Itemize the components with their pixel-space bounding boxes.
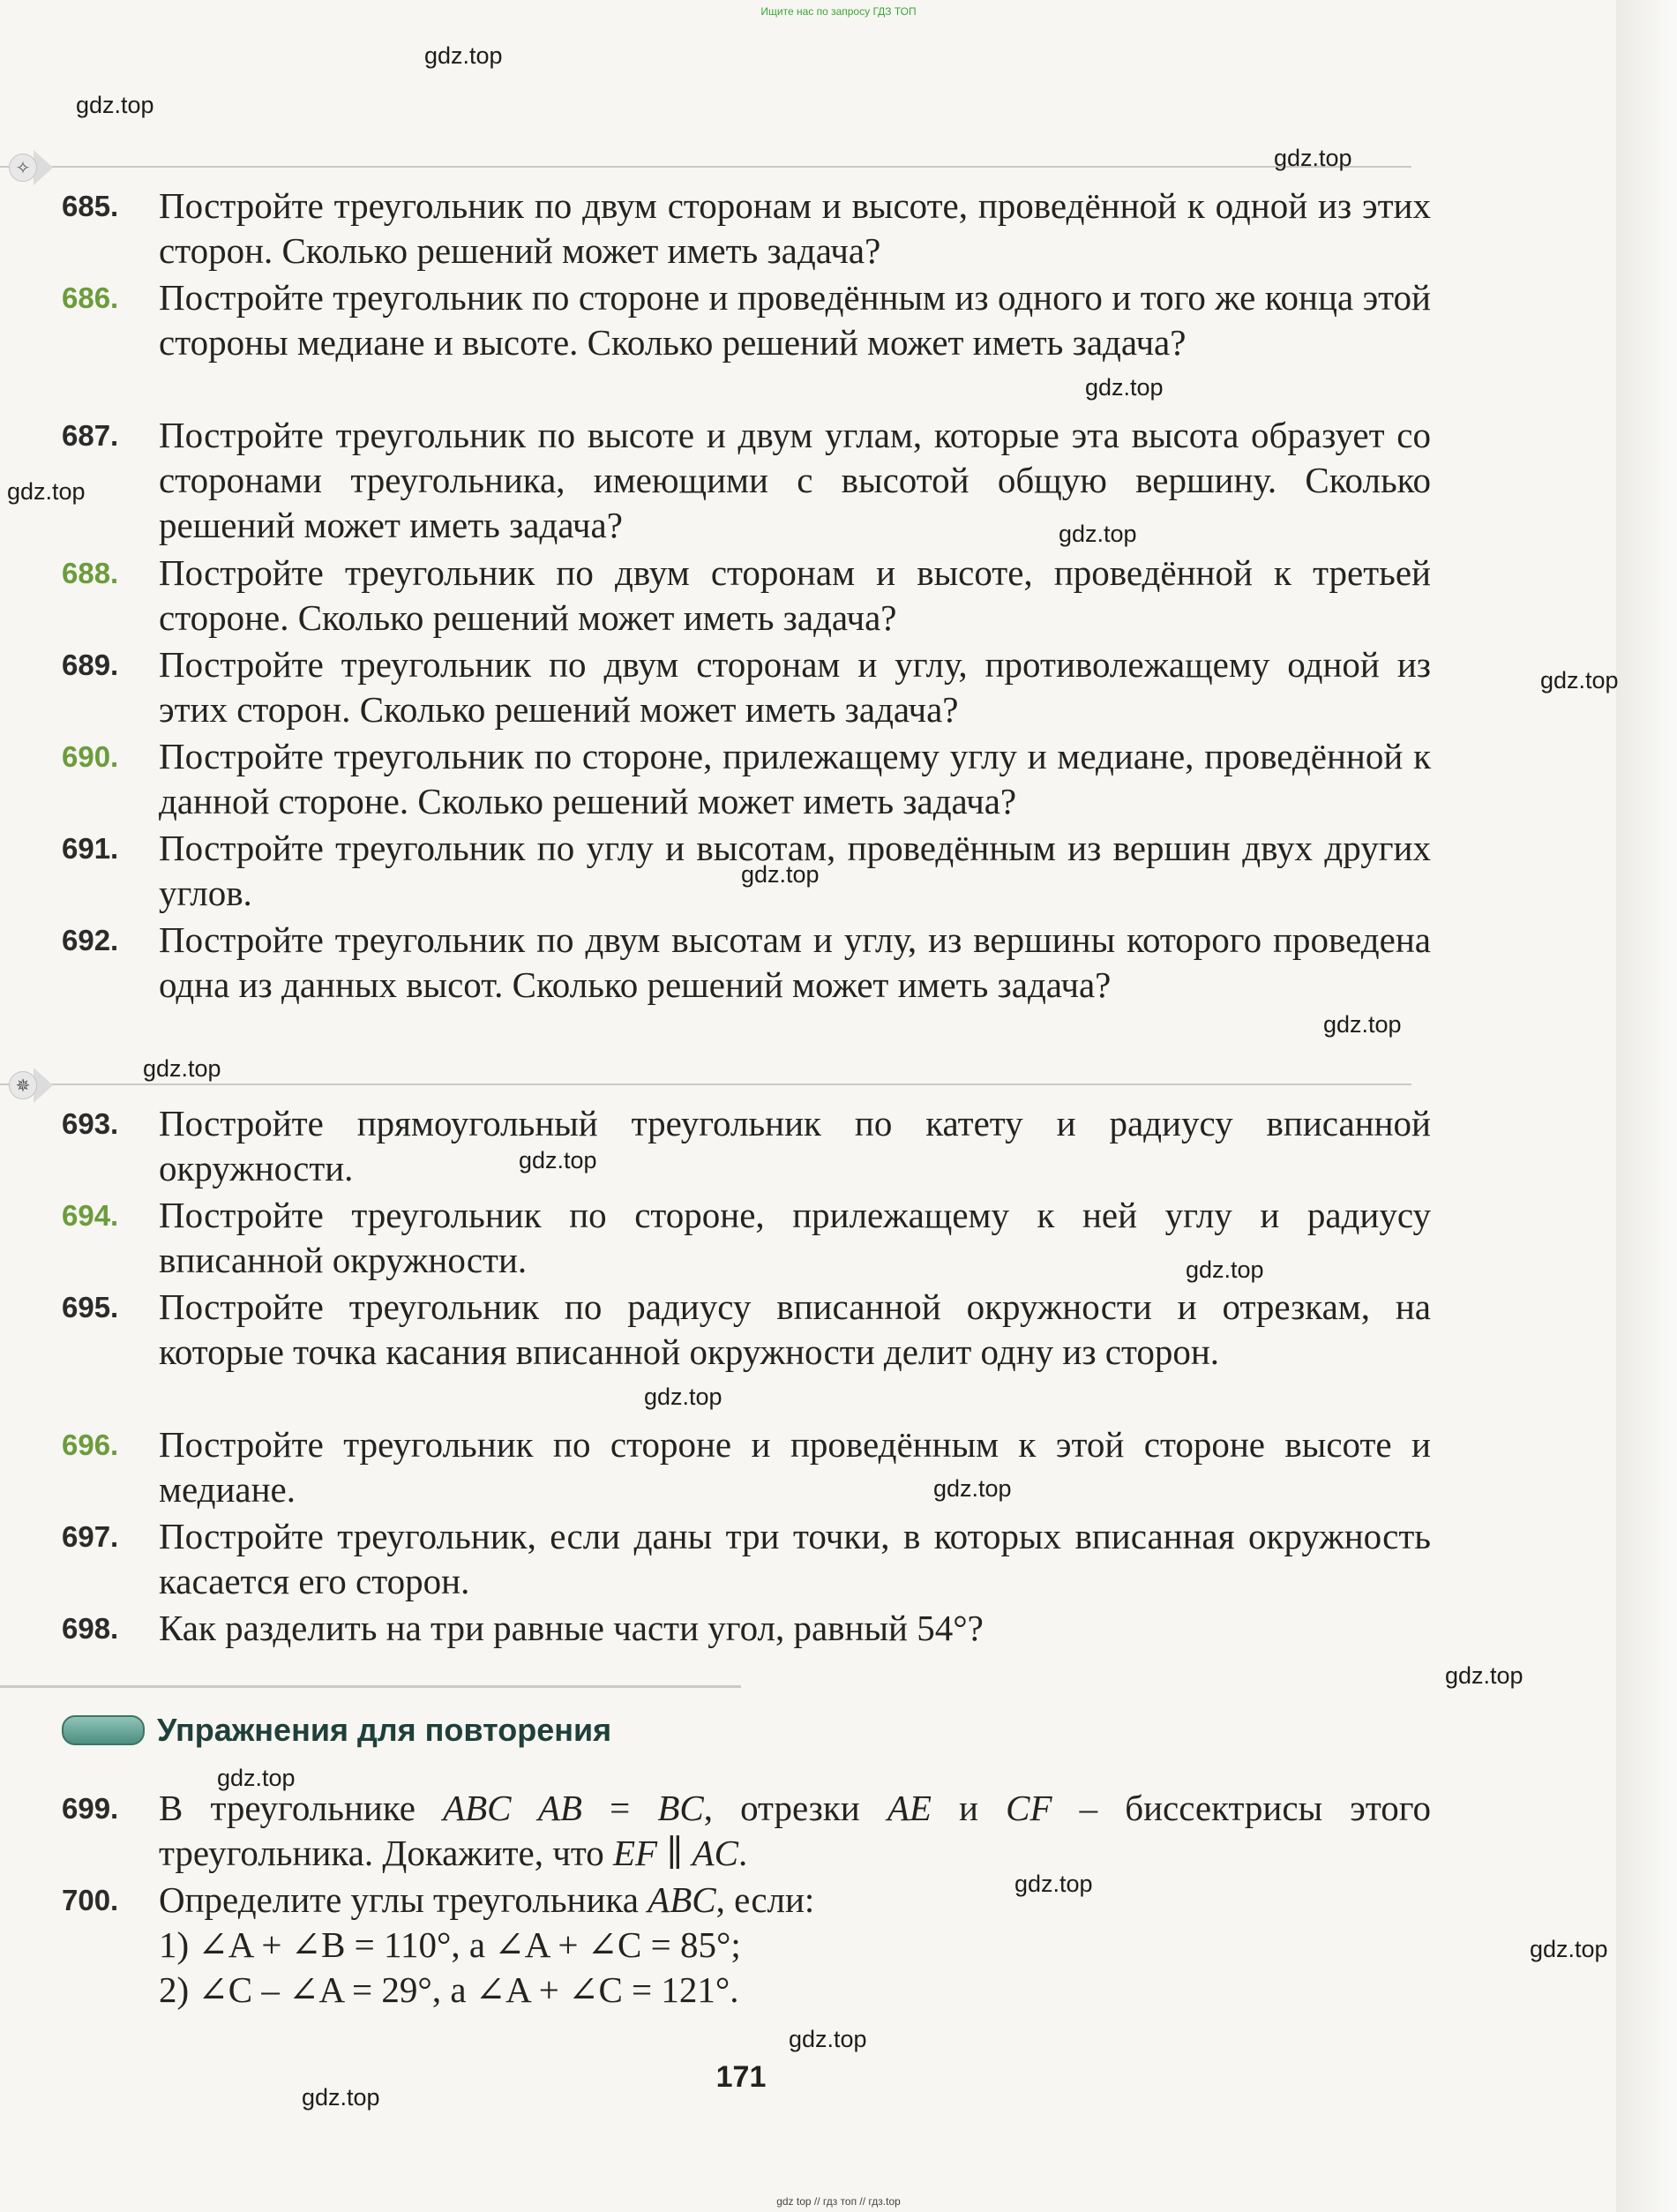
watermark: gdz.top xyxy=(1014,1871,1093,1897)
task-number: 696. xyxy=(62,1428,119,1461)
task-number: 695. xyxy=(62,1291,119,1323)
watermark: gdz.top xyxy=(302,2084,380,2111)
watermark: gdz.top xyxy=(789,2026,867,2052)
watermark: gdz.top xyxy=(1274,145,1352,171)
task-text: Постройте треугольник по высоте и двум углам, которые эта высота образует со сторонами треугольника, имеющими с высотой общую вершину. Сколько решений может иметь задача? xyxy=(159,415,1431,545)
task-text: В треугольнике ABC AB = BC, отрезки AE и CF – биссектрисы этого треугольника. Докажите, что EF ∥ AC. xyxy=(159,1788,1431,1873)
star-icon: ✵ xyxy=(9,1071,37,1099)
watermark: gdz.top xyxy=(7,478,86,505)
task-text: Постройте треугольник по радиусу вписанной окружности и отрезкам, на которые точка касания вписанной окружности делит одну из сторон. xyxy=(159,1286,1431,1372)
diamond-icon: ✧ xyxy=(9,154,37,182)
task-number: 685. xyxy=(62,190,119,222)
watermark: gdz.top xyxy=(644,1383,722,1410)
task-text: Постройте треугольник по двум высотам и углу, из вершины которого проведена одна из данных высот. Сколько решений может иметь задача? xyxy=(159,919,1431,1005)
section-divider xyxy=(0,1685,741,1688)
task-688 xyxy=(62,551,1431,641)
task-text: Постройте треугольник по углу и высотам, проведённым из вершин двух других углов. xyxy=(159,828,1431,913)
task-text: Постройте треугольник по стороне, прилежащему углу и медиане, проведённой к данной стороне. Сколько решений может иметь задача? xyxy=(159,736,1431,821)
task-text: Постройте треугольник по стороне, прилежащему к ней углу и радиусу вписанной окружности. xyxy=(159,1195,1431,1280)
task-number: 692. xyxy=(62,924,119,956)
task-text: Постройте треугольник по стороне и проведённым к этой стороне высоте и медиане. xyxy=(159,1424,1431,1510)
task-692 xyxy=(62,918,1431,1008)
bottom-banner: gdz top // гдз топ // гдз.top xyxy=(776,2195,901,2208)
task-695 xyxy=(62,1285,1431,1375)
task-condition-2: 2) ∠C – ∠A = 29°, а ∠A + ∠C = 121°. xyxy=(159,1969,739,2010)
task-690 xyxy=(62,734,1431,824)
watermark: gdz.top xyxy=(1530,1936,1608,1962)
task-number: 698. xyxy=(62,1612,119,1645)
task-699 xyxy=(62,1786,1431,1876)
watermark: gdz.top xyxy=(741,861,820,888)
task-text: Постройте треугольник по двум сторонам и высоте, проведённой к одной из этих сторон. Сколько решений может иметь задача? xyxy=(159,185,1431,271)
task-number: 697. xyxy=(62,1520,119,1553)
task-text: Постройте треугольник, если даны три точки, в которых вписанная окружность касается его сторон. xyxy=(159,1516,1431,1601)
task-689 xyxy=(62,642,1431,732)
task-number: 700. xyxy=(62,1884,119,1916)
task-condition-1: 1) ∠A + ∠B = 110°, а ∠A + ∠C = 85°; xyxy=(159,1924,741,1965)
watermark: gdz.top xyxy=(1540,667,1619,694)
task-number: 691. xyxy=(62,832,119,865)
page-number: 171 xyxy=(715,2060,767,2094)
task-text: Постройте треугольник по двум сторонам и углу, противолежащему одной из этих сторон. Сколько решений может иметь задача? xyxy=(159,644,1431,730)
watermark: gdz.top xyxy=(143,1055,221,1082)
task-text: Как разделить на три равные части угол, равный 54°? xyxy=(159,1608,984,1648)
task-number: 688. xyxy=(62,557,119,589)
page-edge xyxy=(1616,0,1677,2212)
watermark: gdz.top xyxy=(1323,1011,1402,1038)
difficulty-band-line xyxy=(0,1084,1411,1085)
difficulty-band-line xyxy=(0,166,1411,168)
section-header xyxy=(62,1712,611,1749)
watermark: gdz.top xyxy=(933,1475,1012,1502)
watermark: gdz.top xyxy=(76,92,154,118)
task-687 xyxy=(62,413,1431,548)
task-number: 690. xyxy=(62,740,119,773)
task-number: 687. xyxy=(62,419,119,452)
task-number: 686. xyxy=(62,281,119,314)
task-693 xyxy=(62,1101,1431,1191)
task-text: Постройте треугольник по двум сторонам и высоте, проведённой к третьей стороне. Сколько решений может иметь задача? xyxy=(159,552,1431,638)
watermark: gdz.top xyxy=(1059,521,1137,547)
task-text: Постройте прямоугольный треугольник по катету и радиусу вписанной окружности. xyxy=(159,1103,1431,1188)
task-686 xyxy=(62,275,1431,365)
watermark: gdz.top xyxy=(217,1765,296,1791)
task-number: 699. xyxy=(62,1792,119,1825)
task-number: 694. xyxy=(62,1199,119,1232)
task-685 xyxy=(62,184,1431,274)
task-number: 689. xyxy=(62,649,119,681)
task-text: Постройте треугольник по стороне и проведённым из одного и того же конца этой стороны медиане и высоте. Сколько решений может иметь задача? xyxy=(159,277,1431,363)
watermark: gdz.top xyxy=(519,1147,597,1173)
section-marker-icon xyxy=(62,1715,145,1745)
task-697 xyxy=(62,1514,1431,1604)
top-banner: Ищите нас по запросу ГДЗ ТОП xyxy=(760,5,917,18)
task-text: Определите углы треугольника ABC, если: xyxy=(159,1879,815,1920)
watermark: gdz.top xyxy=(1085,374,1164,401)
watermark: gdz.top xyxy=(1186,1256,1264,1283)
section-title: Упражнения для повторения xyxy=(157,1712,612,1748)
task-698 xyxy=(62,1606,1431,1651)
watermark: gdz.top xyxy=(1445,1662,1524,1689)
watermark: gdz.top xyxy=(424,42,503,69)
task-number: 693. xyxy=(62,1107,119,1140)
task-700 xyxy=(62,1878,1431,2013)
task-696 xyxy=(62,1422,1431,1512)
